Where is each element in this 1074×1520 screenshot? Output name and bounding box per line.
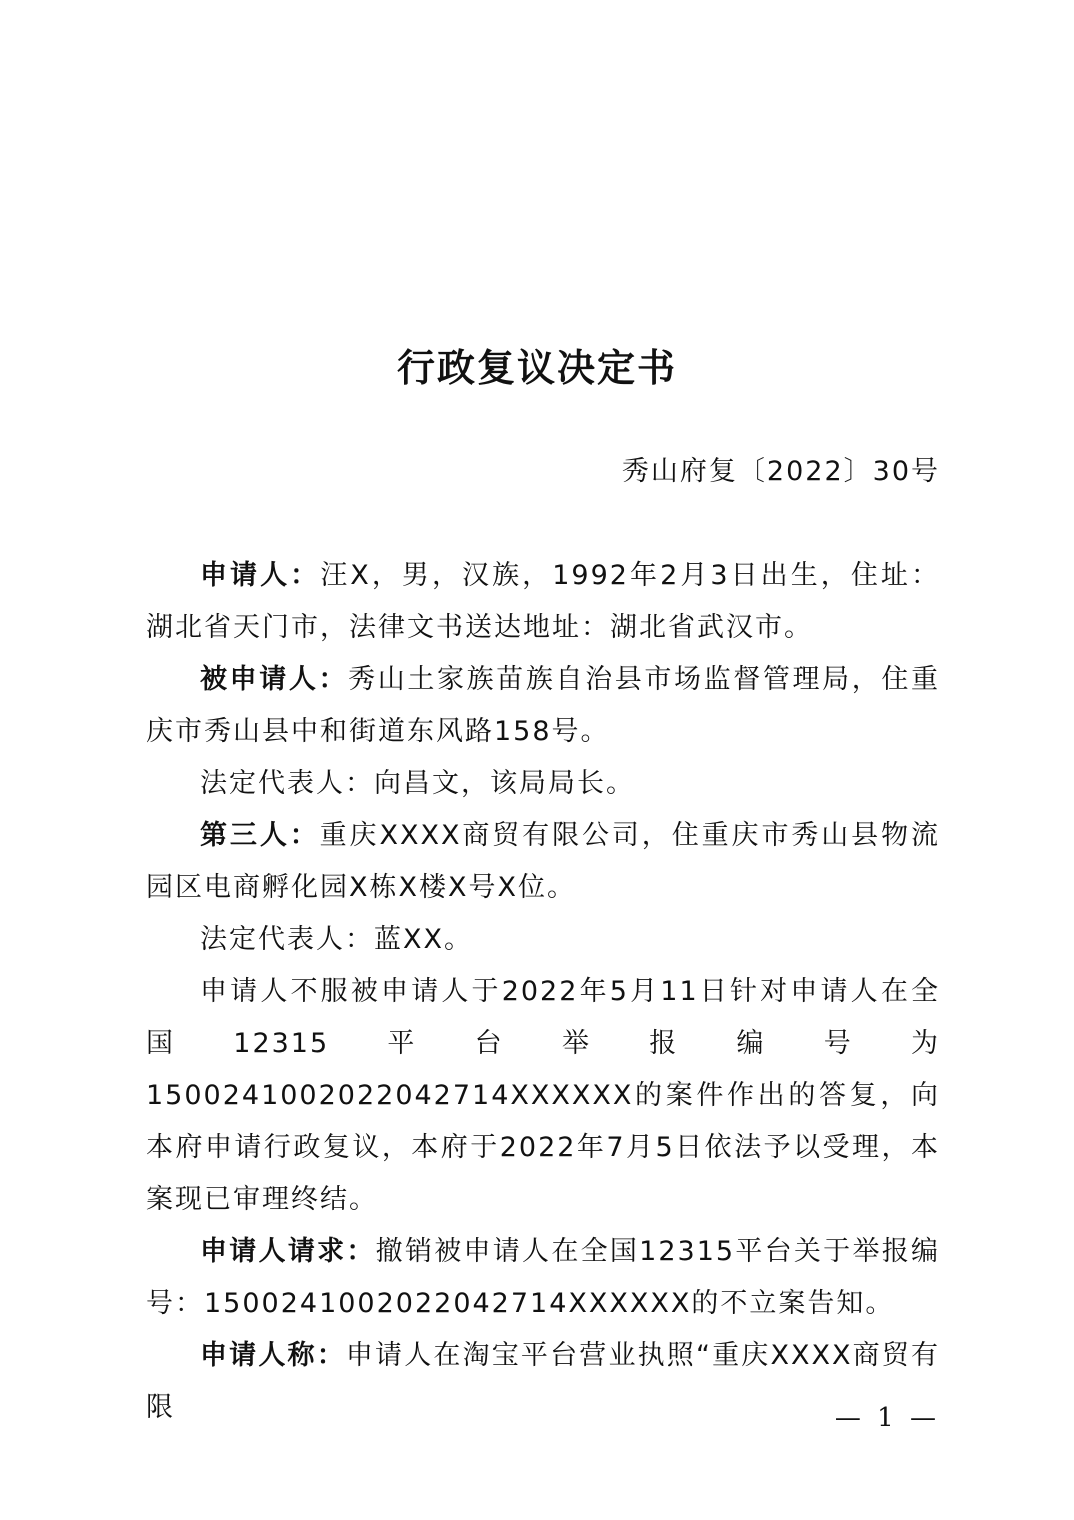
paragraph-label: 申请人： <box>200 560 321 591</box>
paragraph-text: 撤销被申请人在全国12315平台关于举报编号：1500241002022042714XXXXXX的不立案告知。 <box>146 1236 941 1319</box>
paragraph-applicant-request <box>146 1226 940 1330</box>
document-number: 秀山府复〔2022〕30号 <box>621 456 940 487</box>
document-title: 行政复议决定书 <box>396 345 677 390</box>
paragraph-respondent <box>146 654 940 758</box>
paragraph-label: 被申请人： <box>200 664 349 695</box>
paragraph-text: 法定代表人：蓝XX。 <box>200 924 473 955</box>
paragraph-text: 法定代表人：向昌文，该局局长。 <box>200 768 635 799</box>
document-body <box>146 550 940 1434</box>
paragraph-text: 重庆XXXX商贸有限公司，住重庆市秀山县物流园区电商孵化园X栋X楼X号X位。 <box>146 820 940 903</box>
paragraph-text: 秀山土家族苗族自治县市场监督管理局，住重庆市秀山县中和街道东风路158号。 <box>146 664 940 747</box>
paragraph-label: 申请人请求： <box>200 1236 376 1267</box>
paragraph-third-party-representative <box>146 914 940 966</box>
paragraph-text: 申请人在淘宝平台营业执照“重庆XXXX商贸有限 <box>146 1340 940 1423</box>
paragraph-text: 申请人不服被申请人于2022年5月11日针对申请人在全国12315平台举报编号为1500241002022042714XXXXXX的案件作出的答复，向本府申请行政复议，本府于2022年7月5日依法予以受理，本案现已审理终结。 <box>146 976 940 1215</box>
paragraph-applicant-statement <box>146 1330 940 1434</box>
paragraph-label: 申请人称： <box>200 1340 346 1371</box>
paragraph-third-party <box>146 810 940 914</box>
paragraph-respondent-representative <box>146 758 940 810</box>
paragraph-case-summary <box>146 966 940 1226</box>
paragraph-label: 第三人： <box>200 820 320 851</box>
paragraph-applicant <box>146 550 940 654</box>
page-number: — 1 — <box>834 1403 940 1433</box>
paragraph-text: 汪X，男，汉族，1992年2月3日出生，住址：湖北省天门市，法律文书送达地址：湖北省武汉市。 <box>146 560 940 643</box>
